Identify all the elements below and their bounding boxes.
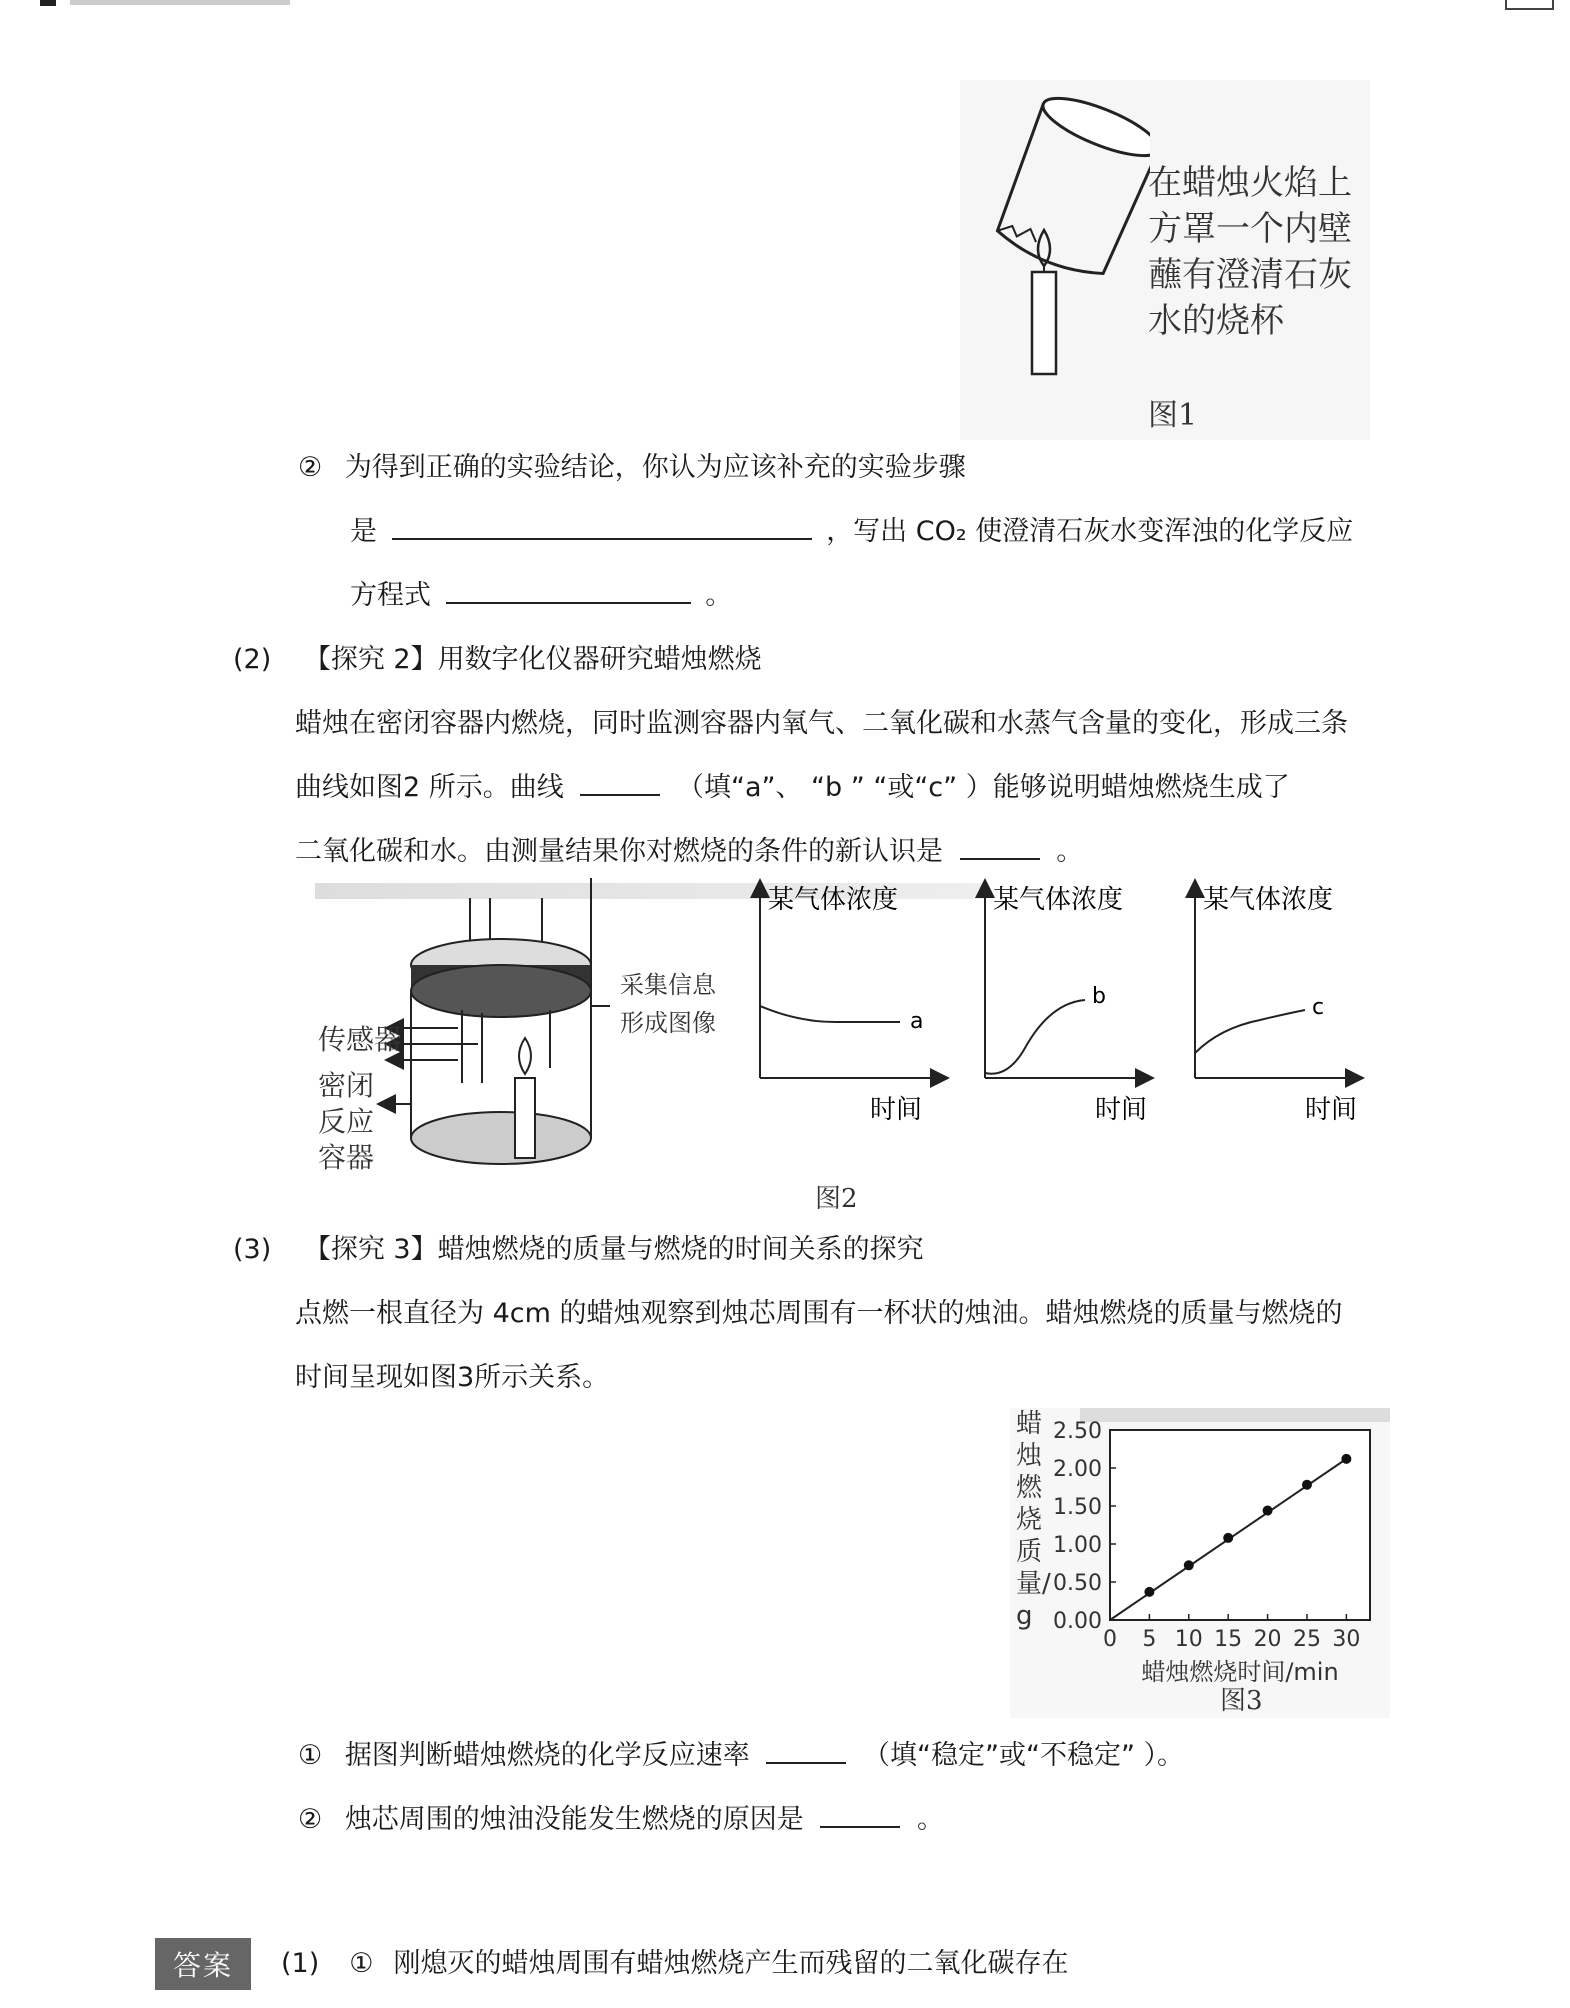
figure1-caption-line: 在蜡烛火焰上 <box>1148 163 1352 203</box>
question-text: （填“a”、 “b ” “或“c” ）能够说明蜡烛燃烧生成了 <box>676 772 1290 803</box>
graph-a <box>760 885 940 1125</box>
part2-title-line <box>233 642 762 678</box>
question-text: 二氧化碳和水。由测量结果你对燃烧的条件的新认识是 <box>295 836 943 867</box>
x-axis-label: 蜡烛燃烧时间/min <box>1141 1658 1339 1686</box>
container-label-line: 反应 <box>318 1105 375 1138</box>
part2-paragraph-line1: 蜡烛在密闭容器内燃烧，同时监测容器内氧气、二氧化碳和水蒸气含量的变化，形成三条 <box>295 708 1348 739</box>
top-left-mark <box>40 0 56 6</box>
part2-paragraph-line3 <box>295 834 1083 870</box>
question-text: 。 <box>1056 836 1084 867</box>
answer-sub-number: ① <box>349 1948 374 1979</box>
question-text: 烛芯周围的烛油没能发生燃烧的原因是 <box>344 1804 804 1835</box>
data-point <box>1302 1480 1312 1490</box>
answer-tag: 答案 <box>155 1938 251 1990</box>
y-tick-label: 0.00 <box>1053 1609 1102 1634</box>
data-point <box>1341 1454 1351 1464</box>
figure-1 <box>960 80 1370 440</box>
graph-x-label: 时间 <box>1095 1095 1148 1125</box>
graph-x-label: 时间 <box>870 1095 923 1125</box>
curve-c-label: c <box>1312 995 1325 1020</box>
x-tick-label: 15 <box>1214 1627 1243 1652</box>
data-point <box>1263 1506 1273 1516</box>
graph-y-label: 某气体浓度 <box>1203 885 1334 915</box>
answer-text: 刚熄灭的蜡烛周围有蜡烛燃烧产生而残留的二氧化碳存在 <box>393 1948 1069 1979</box>
x-tick-label: 20 <box>1253 1627 1282 1652</box>
figure1-caption-line: 水的烧杯 <box>1148 301 1284 341</box>
concentration-graphs <box>740 878 1380 1138</box>
graph-y-label: 某气体浓度 <box>993 885 1124 915</box>
x-tick-label: 0 <box>1103 1627 1117 1652</box>
figure1-caption-line: 蘸有澄清石灰 <box>1148 255 1352 295</box>
graph-y-label: 某气体浓度 <box>768 885 899 915</box>
y-tick-label: 2.00 <box>1053 1457 1102 1482</box>
x-tick-label: 25 <box>1292 1627 1321 1652</box>
curve-a-label: a <box>910 1009 924 1034</box>
question-number: (2) <box>233 644 272 675</box>
question-text: （填“稳定”或“不稳定” ）。 <box>863 1740 1185 1771</box>
section-title: 【探究 3】蜡烛燃烧的质量与燃烧的时间关系的探究 <box>303 1234 924 1265</box>
top-right-mark <box>1505 0 1554 10</box>
collect-label-line: 采集信息 <box>620 971 716 999</box>
answer-blank[interactable] <box>580 770 660 796</box>
section-title: 【探究 2】用数字化仪器研究蜡烛燃烧 <box>303 644 762 675</box>
q3-item1 <box>298 1738 1184 1774</box>
figure1-caption-line: 方罩一个内壁 <box>1148 209 1352 249</box>
collect-label-line: 形成图像 <box>620 1009 716 1037</box>
question-text: 曲线如图2 所示。曲线 <box>295 772 564 803</box>
q1-2-line2 <box>350 514 1353 550</box>
question-text: 。 <box>917 1804 944 1835</box>
question-text: 据图判断蜡烛燃烧的化学反应速率 <box>344 1740 750 1771</box>
part2-paragraph-line2 <box>295 770 1290 806</box>
graph-c <box>1195 885 1357 1125</box>
q1-2-line3 <box>350 578 732 614</box>
part3-title-line <box>233 1232 924 1268</box>
figure1-label: 图1 <box>1148 398 1198 433</box>
q3-item2 <box>298 1802 944 1838</box>
figure-3 <box>1010 1408 1390 1718</box>
question-number: (3) <box>233 1234 272 1265</box>
question-text: 是 <box>350 516 377 547</box>
y-tick-label: 1.50 <box>1053 1495 1102 1520</box>
part3-paragraph-line1: 点燃一根直径为 4cm 的蜡烛观察到烛芯周围有一杯状的烛油。蜡烛燃烧的质量与燃烧的 <box>295 1298 1343 1329</box>
answer-number: (1) <box>281 1948 320 1979</box>
item-number: ① <box>298 1740 323 1771</box>
chart-y-axis-label: 蜡烛燃烧质量/g <box>1016 1409 1051 1631</box>
data-point <box>1144 1587 1154 1597</box>
question-text: 方程式 <box>350 580 431 611</box>
graph-x-label: 时间 <box>1305 1095 1358 1125</box>
mass-time-chart <box>1010 1408 1390 1708</box>
graph-b <box>985 885 1147 1125</box>
x-tick-label: 5 <box>1142 1627 1157 1652</box>
sensor-label: 传感器 <box>318 1023 403 1056</box>
y-tick-label: 2.50 <box>1053 1419 1102 1444</box>
data-point <box>1184 1560 1194 1570</box>
answer-blank[interactable] <box>766 1738 846 1764</box>
question-text: 。 <box>705 580 733 611</box>
item-number: ② <box>298 1804 323 1835</box>
y-tick-label: 0.50 <box>1053 1571 1102 1596</box>
curve-b-label: b <box>1092 984 1106 1009</box>
figure3-label: 图3 <box>1220 1686 1263 1716</box>
top-left-text-fragment <box>70 0 290 5</box>
figure-2 <box>310 878 1370 1218</box>
part3-paragraph-line2: 时间呈现如图3所示关系。 <box>295 1362 610 1393</box>
q1-2-line1 <box>298 450 966 486</box>
x-tick-label: 10 <box>1174 1627 1203 1652</box>
x-tick-label: 30 <box>1332 1627 1361 1652</box>
container-label-line: 密闭 <box>318 1069 375 1102</box>
question-text: ，写出 CO₂ 使澄清石灰水变浑浊的化学反应 <box>826 516 1354 547</box>
container-label-line: 容器 <box>318 1141 375 1174</box>
answer-blank[interactable] <box>960 834 1040 860</box>
data-point <box>1223 1533 1233 1543</box>
figure2-label: 图2 <box>815 1184 858 1214</box>
item-number: ② <box>298 452 323 483</box>
question-text: 为得到正确的实验结论，你认为应该补充的实验步骤 <box>344 452 966 483</box>
answer-row <box>155 1938 1068 1990</box>
answer-blank[interactable] <box>392 514 812 540</box>
answer-blank[interactable] <box>446 578 691 604</box>
beaker-candle-illustration <box>980 80 1150 380</box>
y-tick-label: 1.00 <box>1053 1533 1102 1558</box>
answer-blank[interactable] <box>820 1802 900 1828</box>
